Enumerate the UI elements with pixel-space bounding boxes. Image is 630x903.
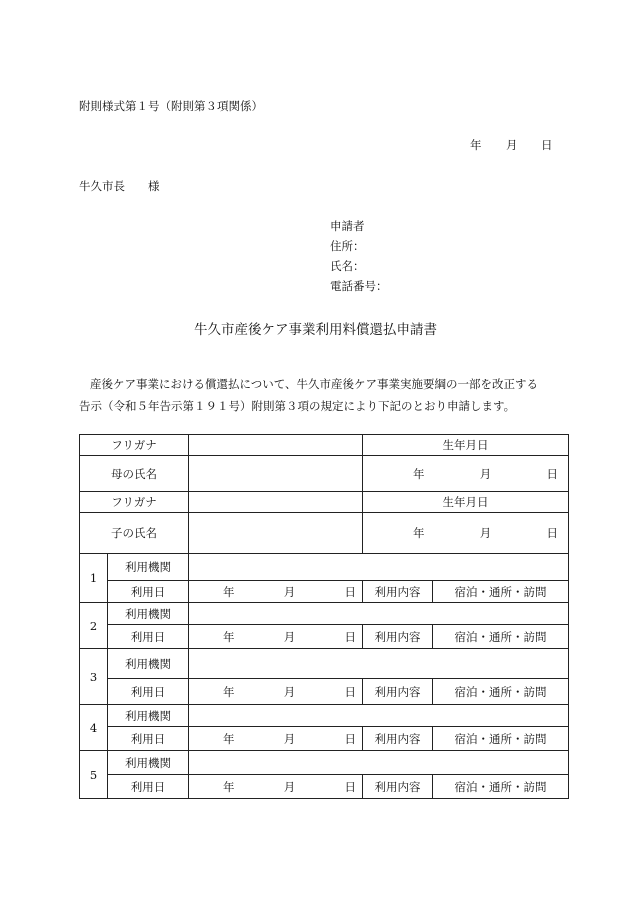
applicant-label: 申請者 [330, 219, 365, 233]
facility-label: 利用機関 [108, 603, 189, 625]
entry-number: 3 [80, 649, 108, 705]
facility-field[interactable] [189, 705, 569, 727]
use-day: 日 [344, 584, 356, 599]
use-content-label: 利用内容 [363, 581, 433, 603]
body-line-1: 産後ケア事業における償還払について、牛久市産後ケア事業実施要綱の一部を改正する [90, 377, 539, 391]
facility-label: 利用機関 [108, 751, 189, 775]
use-content-options[interactable]: 宿泊・通所・訪問 [433, 679, 569, 705]
use-month: 月 [283, 684, 296, 699]
use-date-label: 利用日 [108, 775, 189, 799]
use-content-options[interactable]: 宿泊・通所・訪問 [433, 581, 569, 603]
child-birth-month: 月 [479, 526, 492, 540]
child-furigana-label: フリガナ [80, 492, 189, 513]
entry-4-facility-row [80, 705, 569, 727]
entry-5-date-row [80, 775, 569, 799]
use-date-field[interactable] [189, 727, 363, 751]
entry-number: 4 [80, 705, 108, 751]
applicant-phone-label: 電話番号： [330, 279, 388, 293]
mother-furigana-field[interactable] [189, 435, 363, 456]
mother-furigana-row [80, 435, 569, 456]
child-furigana-field[interactable] [189, 492, 363, 513]
mother-name-field[interactable] [189, 456, 363, 492]
entry-number: 5 [80, 751, 108, 799]
body-line-2: 告示（令和５年告示第１９１号）附則第３項の規定により下記のとおり申請します。 [79, 399, 516, 413]
use-day: 日 [344, 629, 356, 644]
form-number: 附則様式第１号（附則第３項関係） [79, 99, 263, 113]
child-name-row [80, 513, 569, 554]
applicant-name-label: 氏名： [330, 259, 365, 273]
use-date-field[interactable] [189, 679, 363, 705]
use-content-options[interactable]: 宿泊・通所・訪問 [433, 625, 569, 649]
facility-label: 利用機関 [108, 705, 189, 727]
use-date-label: 利用日 [108, 727, 189, 751]
applicant-address-label: 住所： [330, 239, 365, 253]
use-date-field[interactable] [189, 581, 363, 603]
use-date-label: 利用日 [108, 581, 189, 603]
entry-4-date-row [80, 727, 569, 751]
mother-furigana-label: フリガナ [80, 435, 189, 456]
child-birthdate-field[interactable] [363, 513, 569, 554]
child-name-field[interactable] [189, 513, 363, 554]
mother-birth-day: 日 [546, 466, 558, 481]
use-content-options[interactable]: 宿泊・通所・訪問 [433, 775, 569, 799]
facility-field[interactable] [189, 554, 569, 581]
entry-3-facility-row [80, 649, 569, 679]
use-year: 年 [223, 629, 235, 644]
use-year: 年 [223, 684, 235, 699]
mother-birthdate-field[interactable] [363, 456, 569, 492]
use-date-field[interactable] [189, 775, 363, 799]
child-birthdate-label: 生年月日 [363, 492, 569, 513]
addressee: 牛久市長 様 [79, 179, 160, 193]
facility-field[interactable] [189, 649, 569, 679]
use-date-field[interactable] [189, 625, 363, 649]
facility-field[interactable] [189, 751, 569, 775]
application-table [79, 434, 569, 799]
entry-5-facility-row [80, 751, 569, 775]
entry-2-facility-row [80, 603, 569, 625]
use-content-label: 利用内容 [363, 625, 433, 649]
entry-number: 2 [80, 603, 108, 649]
use-content-label: 利用内容 [363, 775, 433, 799]
mother-birth-year: 年 [413, 466, 425, 481]
facility-field[interactable] [189, 603, 569, 625]
date-day-label: 日 [541, 138, 553, 152]
use-date-label: 利用日 [108, 625, 189, 649]
mother-birthdate-label: 生年月日 [363, 435, 569, 456]
facility-label: 利用機関 [108, 649, 189, 679]
child-furigana-row [80, 492, 569, 513]
use-day: 日 [344, 731, 356, 746]
entry-3-date-row [80, 679, 569, 705]
date-year-label: 年 [470, 138, 482, 152]
mother-name-label: 母の氏名 [80, 456, 189, 492]
entry-1-facility-row [80, 554, 569, 581]
entry-number: 1 [80, 554, 108, 603]
use-year: 年 [223, 779, 235, 794]
use-month: 月 [283, 731, 296, 746]
date-month-label: 月 [506, 138, 518, 152]
entry-1-date-row [80, 581, 569, 603]
child-name-label: 子の氏名 [80, 513, 189, 554]
use-content-label: 利用内容 [363, 679, 433, 705]
child-birth-year: 年 [413, 526, 425, 540]
mother-birth-month: 月 [479, 466, 492, 481]
child-birth-day: 日 [546, 526, 558, 540]
use-year: 年 [223, 731, 235, 746]
use-content-options[interactable]: 宿泊・通所・訪問 [433, 727, 569, 751]
entry-2-date-row [80, 625, 569, 649]
use-year: 年 [223, 584, 235, 599]
use-month: 月 [283, 584, 296, 599]
use-content-label: 利用内容 [363, 727, 433, 751]
use-month: 月 [283, 779, 296, 794]
use-day: 日 [344, 684, 356, 699]
document-title: 牛久市産後ケア事業利用料償還払申請書 [194, 322, 437, 338]
facility-label: 利用機関 [108, 554, 189, 581]
mother-name-row [80, 456, 569, 492]
use-month: 月 [283, 629, 296, 644]
use-date-label: 利用日 [108, 679, 189, 705]
use-day: 日 [344, 779, 356, 794]
